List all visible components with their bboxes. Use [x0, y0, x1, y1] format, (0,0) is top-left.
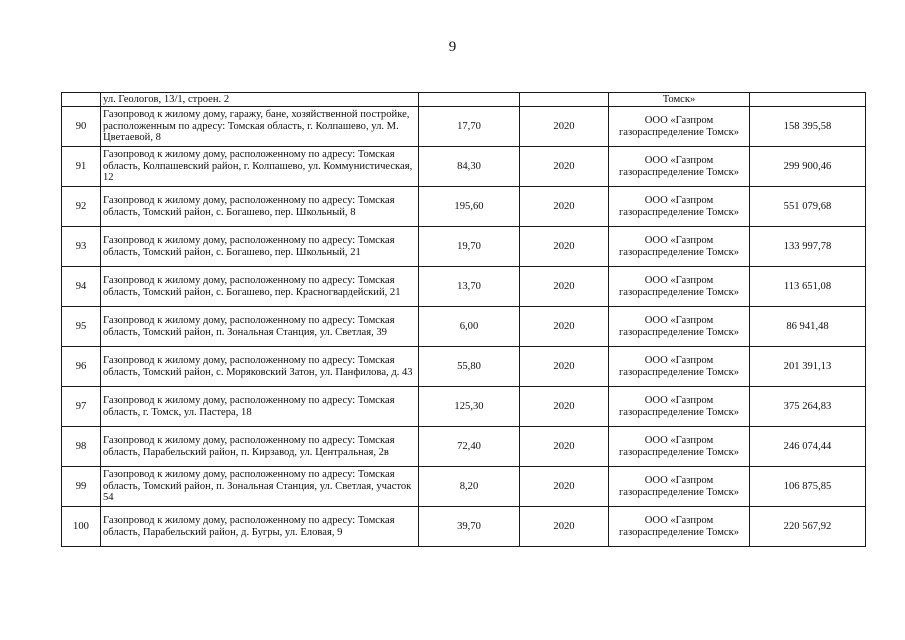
cell-cost: 86 941,48: [750, 307, 866, 347]
cell-owner: ООО «Газпром газораспределение Томск»: [609, 147, 750, 187]
cell-description: Газопровод к жилому дому, расположенному по адресу: Томская область, Парабельский район, п. Кирзавод, ул. Центральная, 2в: [101, 427, 419, 467]
cell-description: Газопровод к жилому дому, расположенному по адресу: Томская область, Томский район, с. Богашево, пер. Красногвардейский, 21: [101, 267, 419, 307]
cell-description: Газопровод к жилому дому, расположенному по адресу: Томская область, Колпашевский район, г. Колпашево, ул. Коммунистическая, 12: [101, 147, 419, 187]
cell-description: Газопровод к жилому дому, расположенному по адресу: Томская область, Томский район, с. Богашево, пер. Школьный, 8: [101, 187, 419, 227]
table-row: [62, 147, 866, 187]
cell-length: 19,70: [419, 227, 520, 267]
cell-cost: 158 395,58: [750, 107, 866, 147]
cell-length: 55,80: [419, 347, 520, 387]
cell-num: 91: [62, 147, 101, 187]
cell-length: 84,30: [419, 147, 520, 187]
cell-year: 2020: [520, 507, 609, 547]
cell-owner: ООО «Газпром газораспределение Томск»: [609, 507, 750, 547]
cell-description: ул. Геологов, 13/1, строен. 2: [101, 93, 419, 107]
cell-owner: ООО «Газпром газораспределение Томск»: [609, 227, 750, 267]
cell-owner: ООО «Газпром газораспределение Томск»: [609, 387, 750, 427]
table-row: [62, 307, 866, 347]
table-row-continued: [62, 93, 866, 107]
cell-length: 13,70: [419, 267, 520, 307]
cell-description: Газопровод к жилому дому, расположенному по адресу: Томская область, Парабельский район, д. Бугры, ул. Еловая, 9: [101, 507, 419, 547]
table-row: [62, 267, 866, 307]
cell-description: Газопровод к жилому дому, расположенному по адресу: Томская область, Томский район, п. Зональная Станция, ул. Светлая, 39: [101, 307, 419, 347]
cell-year: 2020: [520, 227, 609, 267]
table-row: [62, 427, 866, 467]
cell-owner: ООО «Газпром газораспределение Томск»: [609, 107, 750, 147]
pipeline-table: [61, 92, 866, 547]
cell-num: 92: [62, 187, 101, 227]
cell-year: 2020: [520, 467, 609, 507]
table-row: [62, 347, 866, 387]
cell-num: 93: [62, 227, 101, 267]
cell-description: Газопровод к жилому дому, расположенному по адресу: Томская область, г. Томск, ул. Пастера, 18: [101, 387, 419, 427]
cell-length: [419, 93, 520, 107]
cell-year: 2020: [520, 187, 609, 227]
cell-year: 2020: [520, 347, 609, 387]
page-number: 9: [448, 39, 457, 55]
cell-description: Газопровод к жилому дому, расположенному по адресу: Томская область, Томский район, п. Зональная Станция, ул. Светлая, участок 54: [101, 467, 419, 507]
cell-length: 39,70: [419, 507, 520, 547]
cell-num: 97: [62, 387, 101, 427]
cell-description: Газопровод к жилому дому, расположенному по адресу: Томская область, Томский район, с. Моряковский Затон, ул. Панфилова, д. 43: [101, 347, 419, 387]
cell-owner: ООО «Газпром газораспределение Томск»: [609, 267, 750, 307]
cell-num: 90: [62, 107, 101, 147]
cell-cost: 299 900,46: [750, 147, 866, 187]
table-row: [62, 467, 866, 507]
cell-year: [520, 93, 609, 107]
cell-owner: ООО «Газпром газораспределение Томск»: [609, 187, 750, 227]
cell-owner: ООО «Газпром газораспределение Томск»: [609, 467, 750, 507]
cell-length: 72,40: [419, 427, 520, 467]
cell-description: Газопровод к жилому дому, гаражу, бане, хозяйственной постройке, расположенным по адресу: Томская область, г. Колпашево, ул. М. Цветаевой, 8: [101, 107, 419, 147]
cell-cost: 375 264,83: [750, 387, 866, 427]
cell-owner: ООО «Газпром газораспределение Томск»: [609, 427, 750, 467]
cell-owner: ООО «Газпром газораспределение Томск»: [609, 307, 750, 347]
cell-cost: 246 074,44: [750, 427, 866, 467]
table-row: [62, 227, 866, 267]
cell-cost: 201 391,13: [750, 347, 866, 387]
table-row: [62, 107, 866, 147]
cell-length: 195,60: [419, 187, 520, 227]
cell-length: 125,30: [419, 387, 520, 427]
cell-year: 2020: [520, 307, 609, 347]
cell-cost: 220 567,92: [750, 507, 866, 547]
cell-num: 99: [62, 467, 101, 507]
table-row: [62, 507, 866, 547]
cell-num: 100: [62, 507, 101, 547]
cell-cost: 551 079,68: [750, 187, 866, 227]
cell-cost: 113 651,08: [750, 267, 866, 307]
cell-num: 96: [62, 347, 101, 387]
cell-num: 95: [62, 307, 101, 347]
cell-length: 6,00: [419, 307, 520, 347]
cell-length: 17,70: [419, 107, 520, 147]
cell-description: Газопровод к жилому дому, расположенному по адресу: Томская область, Томский район, с. Богашево, пер. Школьный, 21: [101, 227, 419, 267]
cell-year: 2020: [520, 107, 609, 147]
cell-cost: 106 875,85: [750, 467, 866, 507]
cell-year: 2020: [520, 147, 609, 187]
cell-year: 2020: [520, 387, 609, 427]
cell-year: 2020: [520, 427, 609, 467]
cell-owner: Томск»: [609, 93, 750, 107]
cell-year: 2020: [520, 267, 609, 307]
cell-cost: 133 997,78: [750, 227, 866, 267]
cell-num: [62, 93, 101, 107]
cell-num: 94: [62, 267, 101, 307]
table-row: [62, 187, 866, 227]
cell-cost: [750, 93, 866, 107]
cell-owner: ООО «Газпром газораспределение Томск»: [609, 347, 750, 387]
table-body: [62, 93, 866, 547]
cell-num: 98: [62, 427, 101, 467]
cell-length: 8,20: [419, 467, 520, 507]
table-row: [62, 387, 866, 427]
